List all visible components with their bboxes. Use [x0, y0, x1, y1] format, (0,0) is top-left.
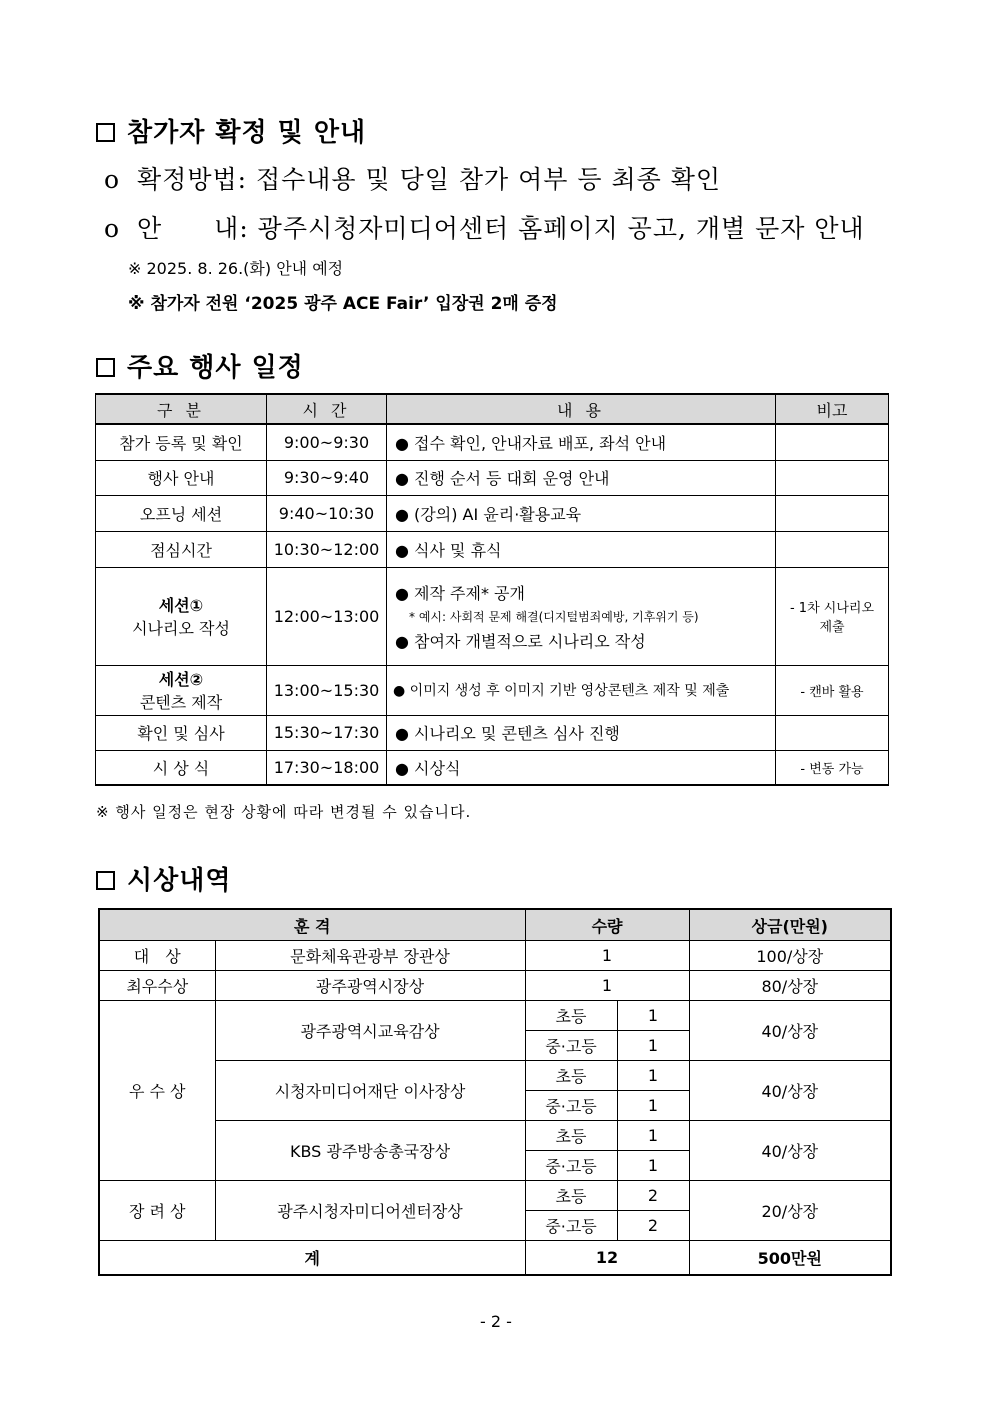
award-row-excellent — [99, 971, 891, 1001]
row-time: 9:40~10:30 — [267, 495, 387, 531]
award-name: 광주광역시교육감상 — [215, 1001, 525, 1061]
schedule-footnote: ※ 행사 일정은 현장 상황에 따라 변경될 수 있습니다. — [96, 803, 472, 821]
session-label: 세션① — [158, 596, 204, 615]
table-row — [96, 665, 889, 715]
award-name: KBS 광주방송총국장상 — [215, 1121, 525, 1181]
row-category: 확인 및 심사 — [96, 715, 267, 750]
award-qty: 1 — [617, 1001, 689, 1031]
award-label: 대 상 — [99, 941, 215, 971]
award-row-total — [99, 1241, 891, 1276]
section2-title: 주요 행사 일정 — [127, 353, 304, 383]
page-number: - 2 - — [480, 1312, 512, 1331]
table-row — [96, 424, 889, 460]
award-name: 광주광역시장상 — [215, 971, 525, 1001]
award-prize: 40/상장 — [689, 1121, 891, 1181]
award-name: 시청자미디어재단 이사장상 — [215, 1061, 525, 1121]
header-prize: 상금(만원) — [689, 909, 891, 941]
header-award-name: 훈 격 — [99, 909, 525, 941]
table-row — [96, 750, 889, 785]
award-table — [98, 908, 892, 1276]
checkbox-square-icon — [96, 871, 115, 890]
award-qty: 1 — [525, 941, 689, 971]
award-qty: 1 — [617, 1031, 689, 1061]
award-level: 중·고등 — [525, 1031, 617, 1061]
section1-heading — [96, 112, 366, 149]
row-category: 참가 등록 및 확인 — [96, 424, 267, 460]
bullet-marker: o — [104, 165, 121, 194]
award-qty: 2 — [617, 1211, 689, 1241]
checkbox-square-icon — [96, 358, 115, 377]
award-level: 초등 — [525, 1181, 617, 1211]
award-level: 초등 — [525, 1061, 617, 1091]
row-content: ● 진행 순서 등 대회 운영 안내 — [387, 460, 776, 495]
row-remark — [776, 715, 889, 750]
award-prize: 20/상장 — [689, 1181, 891, 1241]
checkbox-square-icon — [96, 123, 115, 142]
award-row-merit — [99, 1121, 891, 1151]
header-content: 내 용 — [387, 394, 776, 424]
row-content: ● 시나리오 및 콘텐츠 심사 진행 — [387, 715, 776, 750]
header-quantity: 수량 — [525, 909, 689, 941]
award-level: 중·고등 — [525, 1211, 617, 1241]
table-row — [96, 567, 889, 665]
award-name: 광주시청자미디어센터장상 — [215, 1181, 525, 1241]
row-time: 17:30~18:00 — [267, 750, 387, 785]
section3-heading — [96, 860, 231, 897]
content-line: ● 참여자 개별적으로 시나리오 작성 — [395, 631, 646, 651]
row-category: 점심시간 — [96, 531, 267, 567]
section2-heading — [96, 347, 304, 384]
row-remark — [776, 460, 889, 495]
row-remark — [776, 424, 889, 460]
award-label: 장 려 상 — [99, 1181, 215, 1241]
row-remark: - 1차 시나리오 제출 — [776, 567, 889, 665]
content-line: ● 제작 주제* 공개 — [395, 583, 525, 603]
schedule-header-row — [96, 394, 889, 424]
schedule-table — [95, 393, 889, 786]
row-category: 오프닝 세션 — [96, 495, 267, 531]
row-remark — [776, 495, 889, 531]
row-content: ● 이미지 생성 후 이미지 기반 영상콘텐츠 제작 및 제출 — [387, 665, 776, 715]
award-level: 중·고등 — [525, 1091, 617, 1121]
award-row-encourage — [99, 1181, 891, 1211]
table-row — [96, 715, 889, 750]
row-category — [96, 567, 267, 665]
header-time: 시 간 — [267, 394, 387, 424]
header-remark: 비고 — [776, 394, 889, 424]
award-label: 우 수 상 — [99, 1001, 215, 1181]
award-qty: 1 — [617, 1091, 689, 1121]
row-remark: - 캔바 활용 — [776, 665, 889, 715]
item-text: 확정방법: 접수내용 및 당일 참가 여부 등 최종 확인 — [137, 165, 722, 194]
row-category — [96, 665, 267, 715]
award-label: 최우수상 — [99, 971, 215, 1001]
row-time: 9:30~9:40 — [267, 460, 387, 495]
award-qty: 1 — [617, 1061, 689, 1091]
section1-item-notice — [104, 209, 865, 245]
row-content — [387, 567, 776, 665]
row-time: 15:30~17:30 — [267, 715, 387, 750]
row-time: 12:00~13:00 — [267, 567, 387, 665]
row-content: ● 식사 및 휴식 — [387, 531, 776, 567]
row-remark: - 변동 가능 — [776, 750, 889, 785]
award-level: 초등 — [525, 1121, 617, 1151]
table-row — [96, 460, 889, 495]
award-row-merit — [99, 1001, 891, 1031]
table-row — [96, 495, 889, 531]
row-category: 시 상 식 — [96, 750, 267, 785]
section1-note-ticket: ※ 참가자 전원 ‘2025 광주 ACE Fair’ 입장권 2매 증정 — [128, 294, 558, 314]
row-content: ● (강의) AI 윤리·활용교육 — [387, 495, 776, 531]
award-name: 문화체육관광부 장관상 — [215, 941, 525, 971]
award-qty: 1 — [617, 1121, 689, 1151]
award-header-row — [99, 909, 891, 941]
award-qty: 1 — [617, 1151, 689, 1181]
award-prize: 100/상장 — [689, 941, 891, 971]
award-qty: 2 — [617, 1181, 689, 1211]
session-name: 콘텐츠 제작 — [139, 693, 223, 712]
total-qty: 12 — [525, 1241, 689, 1276]
item-text: 안 내: 광주시청자미디어센터 홈페이지 공고, 개별 문자 안내 — [137, 214, 865, 243]
bullet-marker: o — [104, 214, 121, 243]
row-remark — [776, 531, 889, 567]
award-level: 초등 — [525, 1001, 617, 1031]
row-content: ● 접수 확인, 안내자료 배포, 좌석 안내 — [387, 424, 776, 460]
session-name: 시나리오 작성 — [132, 619, 230, 638]
row-content: ● 시상식 — [387, 750, 776, 785]
award-prize: 40/상장 — [689, 1001, 891, 1061]
award-level: 중·고등 — [525, 1151, 617, 1181]
content-example: * 예시: 사회적 문제 해결(디지털범죄예방, 기후위기 등) — [409, 609, 699, 624]
header-category: 구 분 — [96, 394, 267, 424]
row-time: 10:30~12:00 — [267, 531, 387, 567]
section3-title: 시상내역 — [127, 866, 232, 896]
award-row-merit — [99, 1061, 891, 1091]
total-label: 계 — [99, 1241, 525, 1276]
total-prize: 500만원 — [689, 1241, 891, 1276]
award-prize: 40/상장 — [689, 1061, 891, 1121]
session-label: 세션② — [158, 670, 204, 689]
award-qty: 1 — [525, 971, 689, 1001]
table-row — [96, 531, 889, 567]
section1-item-method — [104, 160, 721, 196]
row-category: 행사 안내 — [96, 460, 267, 495]
row-time: 9:00~9:30 — [267, 424, 387, 460]
award-row-grand — [99, 941, 891, 971]
award-prize: 80/상장 — [689, 971, 891, 1001]
section1-title: 참가자 확정 및 안내 — [127, 118, 367, 148]
row-time: 13:00~15:30 — [267, 665, 387, 715]
section1-note-date: ※ 2025. 8. 26.(화) 안내 예정 — [128, 259, 344, 278]
